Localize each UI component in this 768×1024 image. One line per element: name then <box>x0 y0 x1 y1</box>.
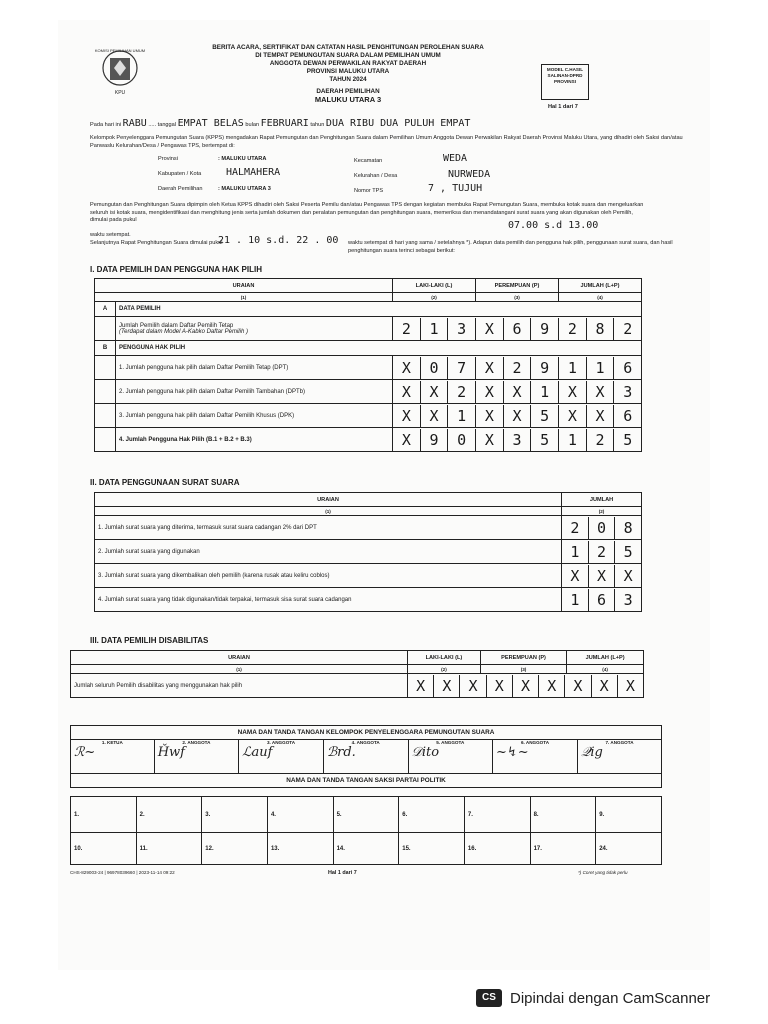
digit-box: 2 <box>503 357 531 379</box>
svg-text:KPU: KPU <box>114 90 126 96</box>
col-number: (3) <box>480 665 566 674</box>
kecamatan-value: WEDA <box>443 153 468 164</box>
role-label: 2. ANGGOTA <box>182 740 211 745</box>
document-sheet <box>58 20 710 970</box>
signature-mark: ℬrd. <box>326 745 356 760</box>
intro-line: Pada hari ini RABU ..... tanggal EMPAT BELAS bulan FEBRUARI tahun DUA RIBU DUA PULUH EMPAT <box>90 118 471 129</box>
col-number: (2) <box>408 665 481 674</box>
kelurahan-value: NURWEDA <box>448 169 491 180</box>
digit-box: 2 <box>588 541 615 563</box>
digit-box: 3 <box>613 381 641 403</box>
digit-box: 0 <box>447 429 475 451</box>
digit-box: 5 <box>614 541 641 563</box>
saksi-cell: 10. <box>71 833 137 865</box>
digit-group <box>393 357 641 379</box>
digit-box: 1 <box>447 405 475 427</box>
signature-cell <box>408 740 492 774</box>
digit-box: X <box>416 676 426 695</box>
col-header: LAKI-LAKI (L) <box>408 651 481 665</box>
role-label: 1. KETUA <box>101 740 123 745</box>
digit-box: X <box>486 675 512 697</box>
digit-cells <box>393 356 642 380</box>
row-label <box>116 317 393 341</box>
kpu-logo-icon <box>94 44 146 104</box>
dapil-label: DAERAH PEMILIHAN <box>316 88 380 95</box>
row-group-title: PENGGUNA HAK PILIH <box>116 341 642 356</box>
col-header: JUMLAH (L+P) <box>559 279 642 293</box>
digit-box: 3 <box>503 429 531 451</box>
digit-box: 5 <box>613 429 641 451</box>
digit-box: X <box>401 382 411 401</box>
saksi-cell: 7. <box>464 797 530 833</box>
digit-group <box>562 565 641 587</box>
kecamatan-label: Kecamatan <box>354 158 383 164</box>
digit-box: 5 <box>530 429 558 451</box>
saksi-cell: 24. <box>596 833 662 865</box>
digit-box: X <box>588 565 615 587</box>
col-header: URAIAN <box>95 493 562 507</box>
digit-box: 2 <box>447 381 475 403</box>
saksi-cell: 2. <box>136 797 202 833</box>
kabupaten-value: HALMAHERA <box>226 167 281 178</box>
digit-box: X <box>401 430 411 449</box>
saksi-cell: 16. <box>464 833 530 865</box>
digit-box: 2 <box>586 429 614 451</box>
kpps-title: NAMA DAN TANDA TANGAN KELOMPOK PENYELENGGARA PEMUNGUTAN SUARA <box>71 726 662 740</box>
model-line: MODEL C.HASIL <box>546 67 584 72</box>
digit-box: 9 <box>530 318 558 340</box>
row-label: 4. Jumlah Pengguna Hak Pilih (B.1 + B.2 + B.3) <box>116 428 393 452</box>
row-label: 4. Jumlah surat suara yang tidak digunakan/tidak terpakai, termasuk sisa surat suara cadangan <box>95 588 562 612</box>
page-number: Hal 1 dari 7 <box>548 104 578 110</box>
digit-box: 0 <box>588 517 615 539</box>
col-header: PEREMPUAN (P) <box>476 279 559 293</box>
intro-paragraph: Kelompok Penyelenggara Pemungutan Suara (KPPS) mengadakan Rapat Pemungutan dan Penghitungan Suara dalam Pemilihan Umum Anggota Dewan Perwakilan Rakyat Daerah Provinsi Maluku Utara, yang dihadiri oleh Saksi dan/atau Panwaslu Kelurahan/Desa / Pengawas TPS, bertempat di: <box>90 135 683 149</box>
digit-box: 6 <box>613 405 641 427</box>
camscanner-text: Dipindai dengan CamScanner <box>510 989 711 1007</box>
digit-box: X <box>512 675 538 697</box>
col-header: JUMLAH (L+P) <box>567 651 644 665</box>
digit-box: 1 <box>420 318 448 340</box>
digit-box: 1 <box>586 357 614 379</box>
digit-cells <box>562 588 642 612</box>
role-label: 4. ANGGOTA <box>351 740 380 745</box>
digit-box: X <box>586 405 614 427</box>
digit-box: 3 <box>614 589 641 611</box>
digit-cells <box>562 516 642 540</box>
digit-box: 9 <box>420 429 448 451</box>
col-header: PEREMPUAN (P) <box>480 651 566 665</box>
digit-group <box>562 541 641 563</box>
digit-group <box>408 675 643 697</box>
paragraph-3-a: Selanjutnya Rapat Penghitungan Suara dimulai pukul <box>90 240 223 246</box>
camscanner-logo-icon: CS <box>476 989 502 1007</box>
digit-box: X <box>401 406 411 425</box>
digit-box: 6 <box>588 589 615 611</box>
row-spacer <box>95 428 116 452</box>
dapil-location-value: : MALUKU UTARA 3 <box>218 186 271 192</box>
table-surat-suara <box>94 492 642 612</box>
header-line: TAHUN 2024 <box>329 76 367 83</box>
row-group-title: DATA PEMILIH <box>116 302 642 317</box>
waktu-setempat: waktu setempat. <box>90 232 131 238</box>
col-number: (4) <box>567 665 644 674</box>
row-label-text: Jumlah Pemilih dalam Daftar Pemilih Tetap <box>119 322 234 329</box>
header-line: BERITA ACARA, SERTIFIKAT DAN CATATAN HASIL PENGHITUNGAN PEROLEHAN SUARA <box>212 44 484 51</box>
digit-box: X <box>503 405 531 427</box>
col-header: LAKI-LAKI (L) <box>393 279 476 293</box>
digit-box: X <box>475 405 503 427</box>
digit-box: X <box>459 675 485 697</box>
row-spacer <box>95 317 116 341</box>
year-value: DUA RIBU DUA PULUH EMPAT <box>325 118 471 129</box>
time-start-value: 07.00 s.d 13.00 <box>508 220 599 231</box>
saksi-cell: 3. <box>202 797 268 833</box>
digit-cells <box>393 380 642 404</box>
saksi-cell: 12. <box>202 833 268 865</box>
digit-box: 1 <box>558 429 586 451</box>
col-number: (2) <box>562 507 642 516</box>
col-number: (1) <box>95 507 562 516</box>
col-number: (3) <box>476 293 559 302</box>
saksi-cell: 11. <box>136 833 202 865</box>
digit-box: X <box>475 381 503 403</box>
digit-box: 2 <box>570 518 580 537</box>
signature-cell <box>239 740 324 774</box>
intro-text: tahun <box>310 122 325 128</box>
digit-box: 1 <box>570 542 580 561</box>
table-disabilitas <box>70 650 644 698</box>
saksi-cell: 9. <box>596 797 662 833</box>
row-letter: B <box>95 341 116 356</box>
tps-value: 7 , TUJUH <box>428 183 483 194</box>
signature-mark: ℛ~ <box>74 745 96 760</box>
digit-box: X <box>503 381 531 403</box>
digit-box: 2 <box>558 318 586 340</box>
role-label: 6. ANGGOTA <box>520 740 550 745</box>
signature-mark: 𝒬ig <box>581 745 603 760</box>
digit-box: X <box>538 675 564 697</box>
row-label: 3. Jumlah pengguna hak pilih dalam Daftar Pemilih Khusus (DPK) <box>116 404 393 428</box>
model-box <box>541 64 589 100</box>
intro-text: bulan <box>245 122 260 128</box>
saksi-cell: 8. <box>530 797 596 833</box>
provinsi-label: Provinsi <box>158 156 178 162</box>
digit-box: 2 <box>401 319 411 338</box>
row-spacer <box>95 380 116 404</box>
digit-box: 2 <box>613 318 641 340</box>
digit-box: X <box>570 566 580 585</box>
digit-cells <box>562 540 642 564</box>
signature-cell <box>71 740 155 774</box>
row-label: 1. Jumlah pengguna hak pilih dalam Daftar Pemilih Tetap (DPT) <box>116 356 393 380</box>
digit-box: 7 <box>447 357 475 379</box>
digit-group <box>393 381 641 403</box>
header-line: DI TEMPAT PEMUNGUTAN SUARA DALAM PEMILIHAN UMUM <box>255 52 441 59</box>
digit-box: X <box>420 381 448 403</box>
signature-cell <box>154 740 238 774</box>
tps-label: Nomor TPS <box>354 188 384 194</box>
model-line: PROVINSI <box>554 79 576 84</box>
digit-group <box>562 589 641 611</box>
saksi-cell: 15. <box>399 833 465 865</box>
digit-cells <box>408 674 644 698</box>
row-spacer <box>95 404 116 428</box>
digit-box: 0 <box>420 357 448 379</box>
saksi-cell: 17. <box>530 833 596 865</box>
count-time-value: 21 . 10 s.d. 22 . 00 <box>218 235 339 246</box>
saksi-cell: 4. <box>267 797 333 833</box>
saksi-cell: 6. <box>399 797 465 833</box>
section-2-title: II. DATA PENGGUNAAN SURAT SUARA <box>90 478 240 487</box>
intro-text: tanggal <box>157 122 177 128</box>
digit-box: X <box>401 358 411 377</box>
row-label: 1. Jumlah surat suara yang diterima, termasuk surat suara cadangan 2% dari DPT <box>95 516 562 540</box>
digit-box: 1 <box>558 357 586 379</box>
row-spacer <box>95 356 116 380</box>
col-header: JUMLAH <box>562 493 642 507</box>
digit-box: 6 <box>613 357 641 379</box>
signature-cell <box>492 740 577 774</box>
signature-table <box>70 725 662 788</box>
digit-group <box>393 429 641 451</box>
digit-box: 3 <box>447 318 475 340</box>
signature-mark: 𝒟ito <box>411 745 440 760</box>
header-line: ANGGOTA DEWAN PERWAKILAN RAKYAT DAERAH <box>269 60 427 67</box>
digit-box: X <box>475 429 503 451</box>
date-value: EMPAT BELAS <box>177 118 244 129</box>
signature-mark: Ȟwf <box>157 745 185 760</box>
month-value: FEBRUARI <box>260 118 309 129</box>
digit-cells <box>393 404 642 428</box>
digit-cells <box>562 564 642 588</box>
digit-box: X <box>591 675 617 697</box>
digit-box: X <box>475 318 503 340</box>
footer-code: CHS-829003-24 | 96978039660 | 2023-11-14 09:22 <box>70 870 175 875</box>
saksi-cell: 1. <box>71 797 137 833</box>
camscanner-watermark <box>476 983 756 1013</box>
digit-box: X <box>614 565 641 587</box>
digit-box: X <box>617 675 643 697</box>
row-letter: A <box>95 302 116 317</box>
digit-group <box>562 517 641 539</box>
digit-group <box>393 405 641 427</box>
row-label-sub: (Terdapat dalam Model A-Kabko Daftar Pemilih ) <box>119 328 248 335</box>
digit-box: X <box>433 675 459 697</box>
saksi-cell: 13. <box>267 833 333 865</box>
row-label: 2. Jumlah pengguna hak pilih dalam Daftar Pemilih Tambahan (DPTb) <box>116 380 393 404</box>
saksi-cell: 14. <box>333 833 399 865</box>
signature-cell <box>578 740 662 774</box>
digit-cells <box>393 317 642 341</box>
table-data-pemilih <box>94 278 642 452</box>
model-line: SALINAN-DPRD <box>547 73 583 78</box>
row-label: 3. Jumlah surat suara yang dikembalikan oleh pemilih (karena rusak atau keliru coblos) <box>95 564 562 588</box>
digit-box: 5 <box>530 405 558 427</box>
digit-box: X <box>586 381 614 403</box>
digit-box: 6 <box>503 318 531 340</box>
digit-box: X <box>420 405 448 427</box>
digit-box: X <box>564 675 590 697</box>
role-label: 7. ANGGOTA <box>605 740 634 745</box>
intro-text: Pada hari ini <box>90 122 122 128</box>
signature-mark: ~↯~ <box>495 745 529 760</box>
col-number: (1) <box>71 665 408 674</box>
saksi-cell: 5. <box>333 797 399 833</box>
row-label: 2. Jumlah surat suara yang digunakan <box>95 540 562 564</box>
footer-note: *) Coret yang tidak perlu <box>578 870 628 875</box>
col-header: URAIAN <box>71 651 408 665</box>
digit-box: 8 <box>614 517 641 539</box>
col-number: (2) <box>393 293 476 302</box>
paragraph-3-b: waktu setempat di hari yang sama / setelahnya *). Adapun data pemilih dan pengguna hak pilih, penggunaan surat suara, dan hasil penghitungan suara terinci sebagai berikut: <box>348 240 673 254</box>
digit-box: 9 <box>530 357 558 379</box>
dapil-location-label: Daerah Pemilihan <box>158 186 203 192</box>
dapil-name: MALUKU UTARA 3 <box>314 95 382 104</box>
saksi-table <box>70 796 662 865</box>
section-3-title: III. DATA PEMILIH DISABILITAS <box>90 636 209 645</box>
digit-box: 1 <box>530 381 558 403</box>
digit-box: X <box>558 381 586 403</box>
section-1-title: I. DATA PEMILIH DAN PENGGUNA HAK PILIH <box>90 265 262 274</box>
digit-group <box>393 318 641 340</box>
kelurahan-label: Kelurahan / Desa <box>354 173 398 179</box>
col-number: (1) <box>95 293 393 302</box>
role-label: 3. ANGGOTA <box>266 740 296 745</box>
header-line: PROVINSI MALUKU UTARA <box>306 68 390 75</box>
paragraph-2: Pemungutan dan Penghitungan Suara dipimpin oleh Ketua KPPS dihadiri oleh Saksi Peserta Pemilu dan/atau Pengawas TPS dengan kegiatan membuka Rapat Pemungutan Suara, membuka kotak suara dan mengeluarkan seluruh isi kotak suara, mengidentifikasi dan menghitung jenis serta jumlah dokumen dan peralatan pemungutan dan penghitungan suara, memeriksa dan menandatangani surat suara yang akan digunakan oleh Pemilih, dimulai pada pukul <box>90 202 644 223</box>
digit-box: 8 <box>586 318 614 340</box>
digit-cells <box>393 428 642 452</box>
footer-page: Hal 1 dari 7 <box>328 870 357 876</box>
signature-cell <box>323 740 408 774</box>
svg-text:KOMISI PEMILIHAN UMUM: KOMISI PEMILIHAN UMUM <box>94 48 146 53</box>
provinsi-value: : MALUKU UTARA <box>218 156 267 162</box>
day-value: RABU <box>122 118 147 129</box>
saksi-title: NAMA DAN TANDA TANGAN SAKSI PARTAI POLITIK <box>71 774 662 788</box>
row-label: Jumlah seluruh Pemilih disabilitas yang menggunakan hak pilih <box>71 674 408 698</box>
col-number: (4) <box>559 293 642 302</box>
col-header: URAIAN <box>95 279 393 293</box>
digit-box: X <box>475 357 503 379</box>
document-header <box>168 44 528 104</box>
role-label: 5. ANGGOTA <box>436 740 465 745</box>
digit-box: 1 <box>570 590 580 609</box>
digit-box: X <box>558 405 586 427</box>
kabupaten-label: Kabupaten / Kota <box>158 171 202 177</box>
signature-mark: ℒauf <box>242 745 273 760</box>
